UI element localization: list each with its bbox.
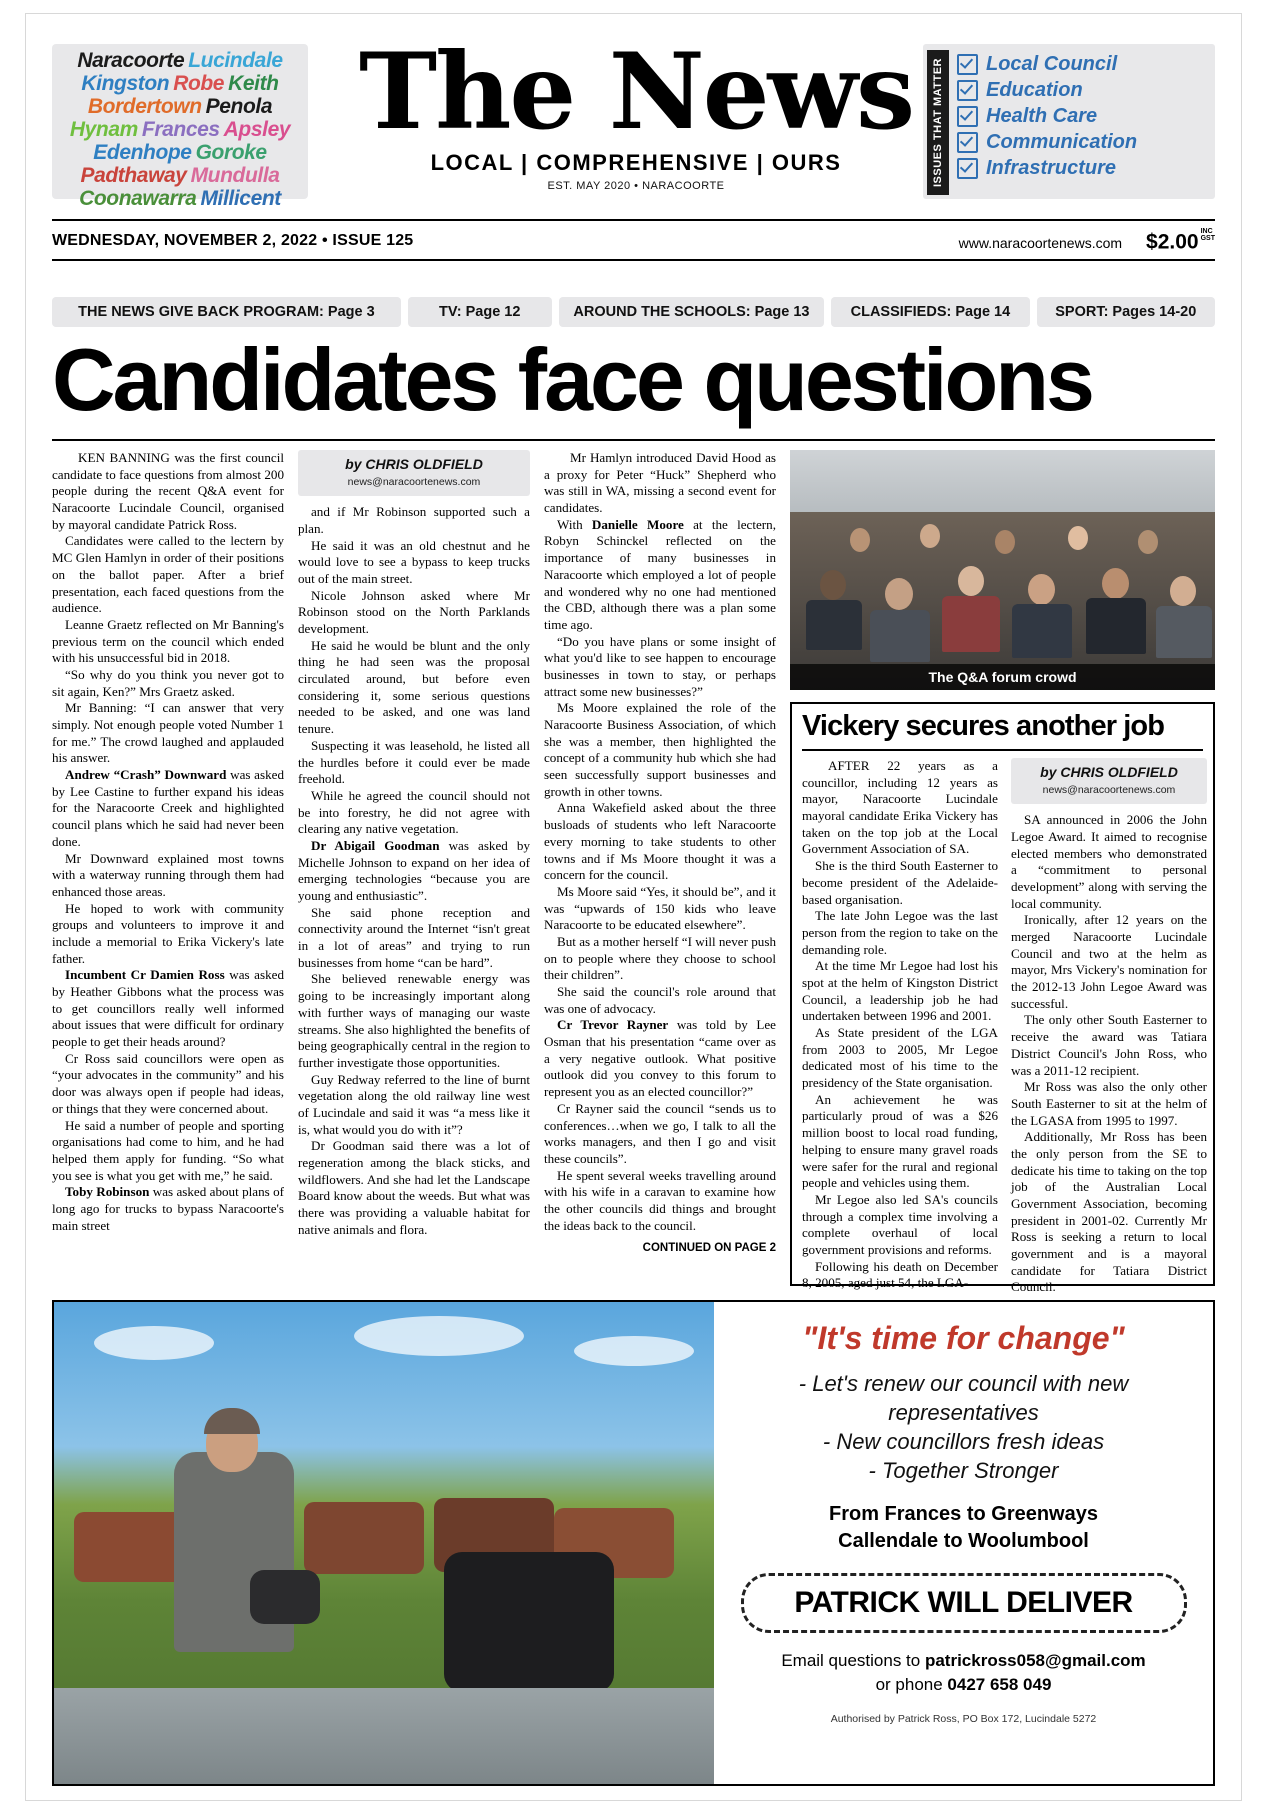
paragraph: SA announced in 2006 the John Legoe Award. It aimed to recognise elected members who demonstrated a “commitment to personal development” along with serving the local community.: [1011, 812, 1207, 911]
byline-email[interactable]: news@naracoortenews.com: [347, 475, 481, 488]
index-tabs: [52, 297, 1215, 327]
town-name: Hynam: [69, 118, 138, 141]
town-name: Millicent: [200, 187, 281, 210]
town-name: Frances: [141, 118, 220, 141]
gst-note: INC GST: [1200, 227, 1215, 243]
town-name: Bordertown: [87, 95, 202, 118]
lead-column-1: [52, 450, 284, 1234]
town-name: Goroke: [195, 141, 267, 164]
paragraph: As State president of the LGA from 2003 to 2005, Mr Legoe dedicated most of his time to the presidency of the State organisation.: [802, 1025, 998, 1091]
paragraph: Anna Wakefield asked about the three busloads of students who left Naracoorte every morning to take students to other towns and if Ms Moore thought it was a concern for the council.: [544, 800, 776, 883]
town-name: Mundulla: [190, 164, 280, 187]
town-name: Robe: [173, 72, 225, 95]
paragraph: AFTER 22 years as a councillor, including 12 years as mayor, Naracoorte Lucindale mayoral candidate Erika Vickery has taken on the top job at the Local Government Association of SA.: [802, 758, 998, 857]
issue-date: WEDNESDAY, NOVEMBER 2, 2022 • ISSUE 125: [52, 232, 414, 249]
lead-column-3: [544, 450, 776, 1256]
byline-box: [298, 450, 530, 496]
advert-phone[interactable]: 0427 658 049: [947, 1674, 1052, 1694]
tab-give-back-program[interactable]: THE NEWS GIVE BACK PROGRAM: Page 3: [52, 297, 401, 327]
town-name: Padthaway: [80, 164, 187, 187]
paragraph: KEN BANNING was the first council candidate to face questions from almost 200 people during the recent Q&A event for Naracoorte Lucindale Council, organised by mayoral candidate Patrick Ross.: [52, 450, 284, 532]
advert-photo: [54, 1302, 714, 1784]
paragraph: But as a mother herself “I will never push on to people where they choose to school their children”.: [544, 933, 776, 983]
byline-author: by CHRIS OLDFIELD: [1040, 764, 1178, 780]
issues-list: [957, 53, 1209, 183]
towns-line: [60, 188, 300, 209]
advert-truck: [54, 1688, 714, 1784]
issues-that-matter-box: [923, 44, 1215, 199]
lead-story-body: [52, 450, 1215, 1295]
town-name: Kingston: [81, 72, 170, 95]
paragraph: Dr Goodman said there was a lot of regeneration among the black sticks, and wildflowers. And she had let the Landscape Board know about the weeds. But what was there was providing a valuable habitat for native animals and flora.: [298, 1138, 530, 1237]
headline-rule: [52, 439, 1215, 441]
advert-point: - New councillors fresh ideas: [822, 1429, 1105, 1455]
paragraph: Mr Banning: “I can answer that very simply. Not enough people voted Number 1 for me.” The crowd laughed and applauded his answer.: [52, 700, 284, 766]
town-name: Lucindale: [188, 49, 283, 72]
paragraph: Andrew “Crash” Downward was asked by Lee Castine to further expand his ideas for the Naracoorte Creek and highlighted council plans which he said had never been done.: [52, 767, 284, 849]
paragraph: At the time Mr Legoe had lost his spot at the helm of Kingston District Council, a leadership job he had undertaken between 1996 and 2001.: [802, 958, 998, 1024]
issue-item: [957, 157, 1209, 180]
paragraph: Cr Rayner said the council “sends us to conferences…when we go, I talk to all the works managers, and then I go and visit these councils”.: [544, 1100, 776, 1166]
paragraph: While he agreed the council should not be into forestry, he did not agree with clearing any native vegetation.: [298, 787, 530, 837]
advert-copy: [714, 1302, 1213, 1784]
info-bar: [52, 226, 1215, 256]
paragraph: With Danielle Moore at the lectern, Robyn Schinckel reflected on the importance of many businesses in Naracoorte which employed a lot of people and wondered why no one had mentioned the CBD, although there was a plan some time ago.: [544, 516, 776, 632]
town-name: Penola: [205, 95, 273, 118]
continued-note: CONTINUED ON PAGE 2: [642, 1242, 776, 1255]
issue-item: [957, 105, 1209, 128]
paragraph: An achievement he was particularly proud of was a $26 million boost to local road funding, helping to ensure many gravel roads were safer for the rural and regional people and vehicles using them.: [802, 1091, 998, 1191]
page-sheet: [26, 14, 1241, 1800]
town-name: Keith: [228, 72, 279, 95]
second-story-rule: [802, 749, 1203, 751]
paragraph: He said it was an old chestnut and he would love to see a bypass to keep trucks out of the main street.: [298, 537, 530, 586]
masthead-rule-bottom: [52, 259, 1215, 261]
byline-author: by CHRIS OLDFIELD: [345, 456, 483, 472]
paragraph: Ms Moore explained the role of the Naracoorte Business Association, of which she was a member, then highlighted the concept of a community hub which she had seen successfully support businesses and growth in other towns.: [544, 700, 776, 799]
checkbox-icon: [957, 158, 978, 179]
tab-sport[interactable]: SPORT: Pages 14-20: [1037, 297, 1215, 327]
paragraph: Mr Legoe also led SA's councils through a complex time involving a complete overhaul of local government provisions and reforms.: [802, 1191, 998, 1257]
masthead-title-block: [326, 29, 946, 192]
paragraph: He hoped to work with community groups and volunteers to improve it and include a memorial to Erika Vickery's late father.: [52, 900, 284, 966]
lead-photo: [790, 450, 1215, 690]
checkbox-icon: [957, 106, 978, 127]
checkbox-icon: [957, 80, 978, 101]
paragraph: Dr Abigail Goodman was asked by Michelle Johnson to expand on her idea of emerging technologies “because you are young and enthusiastic”.: [298, 837, 530, 904]
towns-line: [60, 50, 300, 71]
paragraph: She said phone reception and connectivity around the Internet “isn't great in a lot of areas” and trying to run businesses from home “can be hard”.: [298, 904, 530, 970]
paragraph: Mr Ross was also the only other South Easterner to sit at the helm of the LGASA from 1995 to 1997.: [1011, 1079, 1207, 1128]
advert-points: [732, 1369, 1195, 1485]
lead-column-2: [298, 450, 530, 1238]
masthead-rule-top: [52, 219, 1215, 221]
lead-headline: Candidates face questions: [52, 330, 1092, 429]
advert-quote: "It's time for change": [802, 1320, 1125, 1356]
paragraph: and if Mr Robinson supported such a plan.: [298, 504, 530, 536]
issue-label: Health Care: [986, 105, 1098, 127]
paragraph: She said the council's role around that was one of advocacy.: [544, 984, 776, 1016]
photo-caption: The Q&A forum crowd: [790, 664, 1215, 690]
paragraph: The late John Legoe was the last person from the region to take on the demanding role.: [802, 908, 998, 957]
advert-email-prefix: Email questions to: [781, 1651, 925, 1671]
publication-title: The News: [358, 29, 914, 153]
checkbox-icon: [957, 54, 978, 75]
issue-item: [957, 131, 1209, 154]
issue-item: [957, 79, 1209, 102]
advert-region-line: Callendale to Woolumbool: [838, 1530, 1089, 1553]
towns-line: [60, 142, 300, 163]
paragraph: Candidates were called to the lectern by MC Glen Hamlyn in order of their positions on the ballot paper. After a brief presentation, each faced questions from the audience.: [52, 533, 284, 616]
checkbox-icon: [957, 132, 978, 153]
paragraph: The only other South Easterner to receive the award was Tatiara District Council's John Ross, who was a 2011-12 recipient.: [1011, 1012, 1207, 1078]
byline-box: [1011, 758, 1207, 804]
paragraph: Ironically, after 12 years on the merged Naracoorte Lucindale Council and two at the helm as mayor, Mrs Vickery's nomination for the 2012-13 John Legoe Award was successful.: [1011, 912, 1207, 1011]
paragraph: Mr Hamlyn introduced David Hood as a proxy for Peter “Huck” Shepherd who was still in WA, missing a second event for candidates.: [544, 450, 776, 516]
paragraph: He spent several weeks travelling around with his wife in a caravan to examine how the other councils did things and brought the ideas back to the council.: [544, 1167, 776, 1233]
town-name: Coonawarra: [79, 187, 197, 210]
tab-tv[interactable]: TV: Page 12: [408, 297, 552, 327]
tab-around-the-schools[interactable]: AROUND THE SCHOOLS: Page 13: [559, 297, 825, 327]
byline-email[interactable]: news@naracoortenews.com: [1042, 783, 1176, 796]
advert-authorisation: Authorised by Patrick Ross, PO Box 172, Lucindale 5272: [830, 1712, 1097, 1725]
paragraph: He said he would be blunt and the only thing he had seen was the proposal circulated around, but before even considering it, some serious questions needed to be asked, and one was land tenure.: [298, 637, 530, 737]
paragraph: Following his death on December 8, 2005, aged just 54, the LGA-: [802, 1258, 998, 1291]
paragraph: Toby Robinson was asked about plans of long ago for trucks to bypass Naracoorte's main street: [52, 1184, 285, 1233]
issue-label: Infrastructure: [986, 157, 1117, 179]
paragraph: “So why do you think you never got to sit again, Ken?” Mrs Graetz asked.: [52, 666, 284, 699]
towns-line: [60, 73, 300, 94]
paragraph: Ms Moore said “Yes, it should be”, and it was “upwards of 150 kids who leave Naracoorte to be educated elsewhere”.: [544, 883, 776, 933]
paragraph: Leanne Graetz reflected on Mr Banning's previous term on the council which ended with his unsuccessful bid in 2018.: [52, 616, 284, 666]
second-story-column-2: [1011, 758, 1207, 1318]
advert-region-line: From Frances to Greenways: [829, 1503, 1098, 1526]
paragraph: Additionally, Mr Ross has been the only person from the SE to dedicate his time to taking on the top job of the Australian Local Government Association, becoming president in 2001-02. Currently Mr Ross is seeking a return to local government and is a mayoral candidate for Tatiara District Council.: [1011, 1129, 1207, 1295]
second-story-headline: Vickery secures another job: [802, 710, 1165, 742]
second-story: [790, 702, 1215, 1295]
advertisement[interactable]: [52, 1300, 1215, 1786]
towns-list-box: [52, 44, 308, 210]
paragraph: Cr Trevor Rayner was told by Lee Osman that his presentation “came over as a very negative outlook. What positive outlook did you convey to this forum to represent you as an elected councillor?”: [544, 1017, 776, 1100]
advert-cta-button[interactable]: PATRICK WILL DELIVER: [741, 1573, 1187, 1633]
issue-label: Local Council: [986, 53, 1118, 75]
masthead-tagline: LOCAL | COMPREHENSIVE | OURS: [430, 149, 842, 175]
paragraph: He said a number of people and sporting organisations had come to him, and he had helped them apply for funding. “So what you see is what you get with me,” he said.: [52, 1117, 284, 1183]
paragraph: Guy Redway referred to the line of burnt vegetation along the old railway line west of Lucindale and said it was “a mess like it is, what would you do with it”?: [298, 1071, 530, 1137]
paragraph: Nicole Johnson asked where Mr Robinson stood on the North Parklands development.: [298, 587, 530, 637]
advert-region: [732, 1501, 1195, 1555]
towns-line: [60, 119, 300, 140]
issue-item: [957, 53, 1209, 76]
paragraph: Cr Ross said councillors were open as “your advocates in the community” and his door was always open if people had ideas, or things that they were concerned about.: [52, 1050, 284, 1116]
advert-point: - Let's renew our council with new representatives: [798, 1371, 1129, 1426]
advert-contact: [732, 1649, 1195, 1697]
advert-email[interactable]: patrickross058@gmail.com: [924, 1651, 1146, 1671]
paragraph: “Do you have plans or some insight of what you'd like to see happen to encourage businesses in town to stay, or perhaps attract some new businesses?”: [544, 633, 776, 699]
advert-point: - Together Stronger: [868, 1458, 1059, 1484]
issue-label: Communication: [986, 131, 1138, 153]
masthead: [26, 14, 1241, 214]
paragraph: She believed renewable energy was going to be increasingly important along with further ways of managing our waste streams. She also highlighted the benefits of being geographically central in the region to further investigate those opportunities.: [298, 971, 530, 1070]
town-name: Edenhope: [93, 141, 192, 164]
paragraph: Incumbent Cr Damien Ross was asked by Heather Gibbons what the process was to get councillors really well informed about issues that were difficult for ordinary people to get their heads around?: [52, 967, 284, 1050]
paragraph: She is the third South Easterner to become president of the Adelaide-based organisation.: [802, 858, 998, 907]
issues-vertical-label: ISSUES THAT MATTER: [927, 50, 949, 195]
website-url[interactable]: www.naracoortenews.com: [958, 235, 1123, 252]
tab-classifieds[interactable]: CLASSIFIEDS: Page 14: [831, 297, 1029, 327]
cover-price: $2.00 INC GST: [1146, 227, 1215, 254]
second-story-column-1: [802, 758, 998, 1292]
towns-line: [60, 96, 300, 117]
masthead-established: EST. MAY 2020 • NARACOORTE: [547, 179, 725, 192]
advert-phone-prefix: or phone: [875, 1674, 948, 1694]
paragraph: Suspecting it was leasehold, he listed all the hurdles before it could ever be made freehold.: [298, 737, 530, 787]
town-name: Apsley: [223, 118, 291, 141]
paragraph: Mr Downward explained most towns with a waterway running through them had enhanced those areas.: [52, 850, 284, 899]
issue-label: Education: [986, 79, 1083, 101]
town-name: Naracoorte: [77, 49, 185, 72]
towns-line: [60, 165, 300, 186]
